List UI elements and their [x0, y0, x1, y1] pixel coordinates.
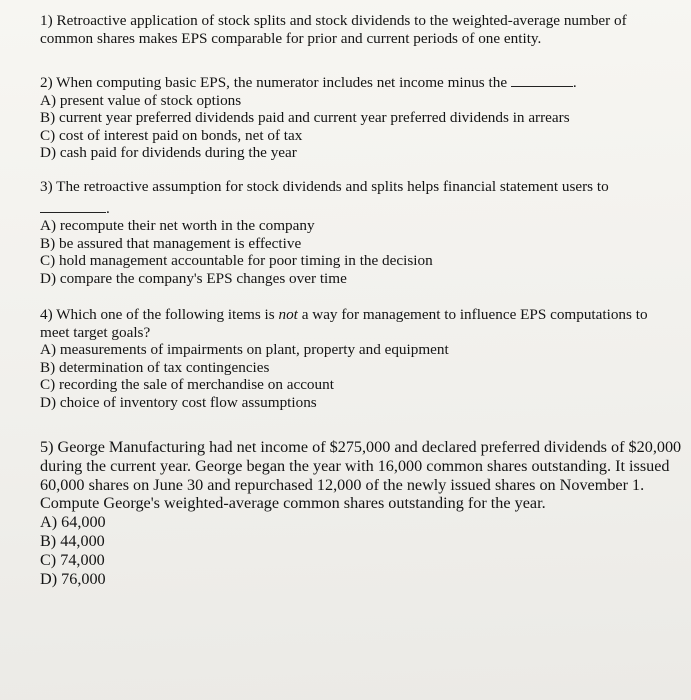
answer-blank-line: . [40, 200, 673, 218]
question-1-text: 1) Retroactive application of stock splits and stock dividends to the weighted-average number of common shares makes EPS comparable for prior and current periods of one entity. [40, 12, 627, 47]
question-5-stem: 5) George Manufacturing had net income of $275,000 and declared preferred dividends of $20,000 during the current year. George began the year with 16,000 common shares outstanding. It issued 60,000 shares on June 30 and repurchased 12,000 of the newly issued shares on November 1. Compute George's weighted-average common shares outstanding for the year. [40, 438, 682, 513]
question-1 [40, 12, 673, 47]
question-4-option-a: A) measurements of impairments on plant, property and equipment [40, 341, 449, 358]
answer-blank [511, 74, 573, 87]
question-5-option-d: D) 76,000 [40, 569, 106, 588]
question-5 [40, 438, 683, 588]
question-2 [40, 74, 673, 162]
question-4-option-c: C) recording the sale of merchandise on account [40, 376, 334, 393]
question-2-stem: 2) When computing basic EPS, the numerator includes net income minus the . [40, 74, 577, 91]
question-3-stem: 3) The retroactive assumption for stock dividends and splits helps financial statement users to [40, 178, 609, 195]
question-5-option-a: A) 64,000 [40, 513, 106, 532]
question-4-option-b: B) determination of tax contingencies [40, 358, 270, 376]
question-4 [40, 306, 673, 411]
question-4-option-d: D) choice of inventory cost flow assumptions [40, 393, 317, 411]
question-3-option-d: D) compare the company's EPS changes over time [40, 269, 347, 287]
question-2-option-c: C) cost of interest paid on bonds, net of tax [40, 126, 303, 144]
question-3-option-b: B) be assured that management is effective [40, 234, 302, 252]
question-2-option-b: B) current year preferred dividends paid and current year preferred dividends in arrears [40, 109, 570, 126]
question-2-option-d: D) cash paid for dividends during the year [40, 144, 297, 161]
question-2-option-a: A) present value of stock options [40, 91, 242, 109]
question-5-option-b: B) 44,000 [40, 531, 105, 550]
question-3-option-c: C) hold management accountable for poor timing in the decision [40, 252, 433, 269]
question-4-stem: 4) Which one of the following items is not a way for management to influence EPS computations to meet target goals? [40, 306, 648, 341]
question-3 [40, 178, 673, 287]
question-3-option-a: A) recompute their net worth in the company [40, 217, 315, 234]
question-5-option-c: C) 74,000 [40, 550, 105, 569]
